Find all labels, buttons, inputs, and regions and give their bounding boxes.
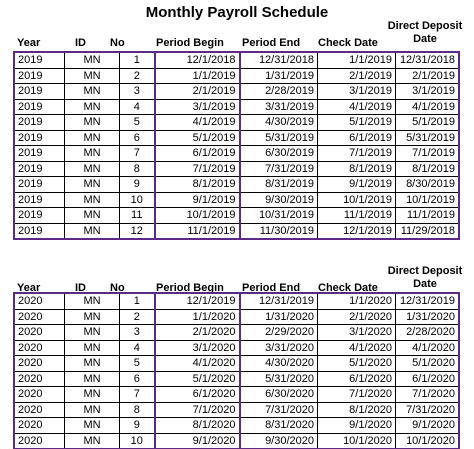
cell-year: 2020 [15,356,65,372]
header-no: No [110,282,125,294]
cell-id: MN [65,84,120,100]
cell-check-date: 8/1/2020 [318,402,396,418]
header-period-begin: Period Begin [156,282,224,294]
cell-direct-deposit-date: 2/28/2020 [396,325,459,341]
cell-period-begin: 6/1/2020 [155,387,240,403]
cell-period-end: 1/31/2019 [240,68,318,84]
cell-year: 2020 [15,371,65,387]
cell-check-date: 7/1/2020 [318,387,396,403]
cell-period-end: 12/31/2018 [240,53,318,69]
header-year: Year [17,37,41,49]
cell-period-end: 11/30/2019 [240,223,318,239]
header-direct-deposit-line1: Direct Deposit [387,265,463,277]
cell-no: 4 [120,99,155,115]
cell-year: 2019 [15,223,65,239]
cell-direct-deposit-date: 3/1/2019 [396,84,459,100]
table-row [15,294,459,310]
header-direct-deposit-line1: Direct Deposit [387,20,463,32]
cell-no: 4 [120,340,155,356]
cell-period-end: 7/31/2020 [240,402,318,418]
cell-check-date: 3/1/2019 [318,84,396,100]
table-row [15,418,459,434]
table-row [15,177,459,193]
cell-period-begin: 4/1/2019 [155,115,240,131]
table-row [15,53,459,69]
header-no: No [110,37,125,49]
cell-period-begin: 3/1/2020 [155,340,240,356]
table-row [15,208,459,224]
cell-check-date: 5/1/2019 [318,115,396,131]
cell-period-end: 5/31/2020 [240,371,318,387]
cell-check-date: 2/1/2020 [318,309,396,325]
cell-year: 2019 [15,84,65,100]
cell-period-end: 8/31/2020 [240,418,318,434]
cell-year: 2020 [15,340,65,356]
header-period-end: Period End [242,37,301,49]
cell-check-date: 3/1/2020 [318,325,396,341]
header-period-end: Period End [242,282,301,294]
cell-check-date: 4/1/2020 [318,340,396,356]
header-year: Year [17,282,41,294]
cell-year: 2019 [15,53,65,69]
cell-direct-deposit-date: 12/31/2018 [396,53,459,69]
cell-id: MN [65,146,120,162]
table-row [15,99,459,115]
cell-id: MN [65,53,120,69]
cell-period-end: 4/30/2019 [240,115,318,131]
cell-id: MN [65,99,120,115]
table-row [15,340,459,356]
table-row [15,371,459,387]
cell-direct-deposit-date: 7/31/2020 [396,402,459,418]
payroll-table-2019 [14,52,459,239]
cell-no: 11 [120,208,155,224]
cell-direct-deposit-date: 8/30/2019 [396,177,459,193]
payroll-table-2020 [14,293,459,449]
cell-direct-deposit-date: 8/1/2019 [396,161,459,177]
cell-id: MN [65,371,120,387]
cell-direct-deposit-date: 2/1/2019 [396,68,459,84]
header-direct-deposit-line2: Date [413,278,437,290]
cell-period-end: 5/31/2019 [240,130,318,146]
cell-direct-deposit-date: 5/31/2019 [396,130,459,146]
cell-period-begin: 5/1/2020 [155,371,240,387]
cell-period-begin: 12/1/2019 [155,294,240,310]
table-row [15,130,459,146]
page-title: Monthly Payroll Schedule [145,4,329,21]
cell-year: 2019 [15,130,65,146]
cell-check-date: 6/1/2020 [318,371,396,387]
table-row [15,146,459,162]
header-check-date: Check Date [318,37,378,49]
cell-no: 2 [120,68,155,84]
cell-year: 2019 [15,146,65,162]
cell-year: 2019 [15,115,65,131]
table-row [15,387,459,403]
cell-id: MN [65,340,120,356]
cell-check-date: 8/1/2019 [318,161,396,177]
cell-id: MN [65,294,120,310]
header-id: ID [75,37,86,49]
cell-period-end: 3/31/2020 [240,340,318,356]
cell-direct-deposit-date: 10/1/2019 [396,192,459,208]
cell-check-date: 10/1/2020 [318,433,396,449]
cell-year: 2020 [15,433,65,449]
cell-check-date: 11/1/2019 [318,208,396,224]
cell-period-end: 10/31/2019 [240,208,318,224]
header-direct-deposit [380,20,470,46]
cell-check-date: 12/1/2019 [318,223,396,239]
cell-year: 2020 [15,402,65,418]
cell-period-begin: 1/1/2019 [155,68,240,84]
cell-period-begin: 12/1/2018 [155,53,240,69]
cell-check-date: 10/1/2019 [318,192,396,208]
cell-period-begin: 8/1/2020 [155,418,240,434]
cell-id: MN [65,325,120,341]
cell-period-end: 12/31/2019 [240,294,318,310]
header-check-date: Check Date [318,282,378,294]
cell-no: 1 [120,294,155,310]
cell-period-begin: 9/1/2020 [155,433,240,449]
cell-direct-deposit-date: 11/1/2019 [396,208,459,224]
cell-period-end: 2/28/2019 [240,84,318,100]
header-period-begin: Period Begin [156,37,224,49]
cell-direct-deposit-date: 6/1/2020 [396,371,459,387]
cell-no: 9 [120,177,155,193]
cell-year: 2020 [15,294,65,310]
cell-period-begin: 2/1/2019 [155,84,240,100]
cell-year: 2019 [15,192,65,208]
cell-direct-deposit-date: 7/1/2020 [396,387,459,403]
cell-no: 3 [120,325,155,341]
table-row [15,309,459,325]
cell-period-begin: 6/1/2019 [155,146,240,162]
table-row [15,223,459,239]
cell-period-end: 8/31/2019 [240,177,318,193]
cell-year: 2019 [15,177,65,193]
cell-check-date: 5/1/2020 [318,356,396,372]
cell-no: 8 [120,161,155,177]
cell-period-begin: 5/1/2019 [155,130,240,146]
cell-period-end: 1/31/2020 [240,309,318,325]
cell-year: 2019 [15,68,65,84]
cell-period-begin: 7/1/2020 [155,402,240,418]
cell-check-date: 9/1/2020 [318,418,396,434]
cell-year: 2019 [15,99,65,115]
cell-period-begin: 2/1/2020 [155,325,240,341]
table-row [15,433,459,449]
cell-direct-deposit-date: 10/1/2020 [396,433,459,449]
table-row [15,84,459,100]
cell-no: 7 [120,387,155,403]
cell-id: MN [65,68,120,84]
cell-id: MN [65,309,120,325]
cell-period-end: 9/30/2019 [240,192,318,208]
cell-period-end: 2/29/2020 [240,325,318,341]
cell-direct-deposit-date: 5/1/2020 [396,356,459,372]
cell-no: 12 [120,223,155,239]
cell-no: 3 [120,84,155,100]
cell-period-begin: 3/1/2019 [155,99,240,115]
cell-no: 5 [120,356,155,372]
cell-no: 9 [120,418,155,434]
cell-check-date: 6/1/2019 [318,130,396,146]
cell-id: MN [65,418,120,434]
cell-id: MN [65,192,120,208]
cell-check-date: 9/1/2019 [318,177,396,193]
cell-check-date: 7/1/2019 [318,146,396,162]
table-row [15,356,459,372]
cell-check-date: 2/1/2019 [318,68,396,84]
cell-period-end: 6/30/2020 [240,387,318,403]
cell-period-begin: 11/1/2019 [155,223,240,239]
cell-direct-deposit-date: 7/1/2019 [396,146,459,162]
cell-no: 6 [120,371,155,387]
cell-direct-deposit-date: 11/29/2018 [396,223,459,239]
cell-no: 2 [120,309,155,325]
cell-id: MN [65,387,120,403]
cell-direct-deposit-date: 4/1/2020 [396,340,459,356]
header-id: ID [75,282,86,294]
cell-year: 2020 [15,325,65,341]
cell-period-begin: 4/1/2020 [155,356,240,372]
cell-id: MN [65,223,120,239]
header-direct-deposit [380,265,470,291]
cell-period-begin: 7/1/2019 [155,161,240,177]
cell-direct-deposit-date: 1/31/2020 [396,309,459,325]
table-row [15,161,459,177]
cell-direct-deposit-date: 4/1/2019 [396,99,459,115]
cell-no: 6 [120,130,155,146]
cell-year: 2020 [15,309,65,325]
table-row [15,325,459,341]
cell-period-begin: 1/1/2020 [155,309,240,325]
cell-no: 7 [120,146,155,162]
cell-period-begin: 9/1/2019 [155,192,240,208]
cell-id: MN [65,433,120,449]
cell-no: 1 [120,53,155,69]
cell-no: 5 [120,115,155,131]
cell-year: 2020 [15,387,65,403]
cell-id: MN [65,161,120,177]
cell-period-end: 7/31/2019 [240,161,318,177]
cell-period-begin: 10/1/2019 [155,208,240,224]
cell-direct-deposit-date: 12/31/2019 [396,294,459,310]
cell-direct-deposit-date: 9/1/2020 [396,418,459,434]
cell-id: MN [65,177,120,193]
cell-period-end: 4/30/2020 [240,356,318,372]
cell-no: 10 [120,433,155,449]
cell-no: 8 [120,402,155,418]
cell-id: MN [65,115,120,131]
cell-period-end: 6/30/2019 [240,146,318,162]
table-row [15,115,459,131]
cell-id: MN [65,208,120,224]
cell-period-end: 9/30/2020 [240,433,318,449]
cell-direct-deposit-date: 5/1/2019 [396,115,459,131]
cell-period-begin: 8/1/2019 [155,177,240,193]
cell-check-date: 1/1/2020 [318,294,396,310]
cell-year: 2019 [15,161,65,177]
cell-id: MN [65,130,120,146]
cell-id: MN [65,356,120,372]
cell-check-date: 1/1/2019 [318,53,396,69]
cell-check-date: 4/1/2019 [318,99,396,115]
cell-no: 10 [120,192,155,208]
table-row [15,402,459,418]
cell-id: MN [65,402,120,418]
cell-year: 2019 [15,208,65,224]
table-row [15,68,459,84]
cell-year: 2020 [15,418,65,434]
cell-period-end: 3/31/2019 [240,99,318,115]
table-row [15,192,459,208]
header-direct-deposit-line2: Date [413,33,437,45]
